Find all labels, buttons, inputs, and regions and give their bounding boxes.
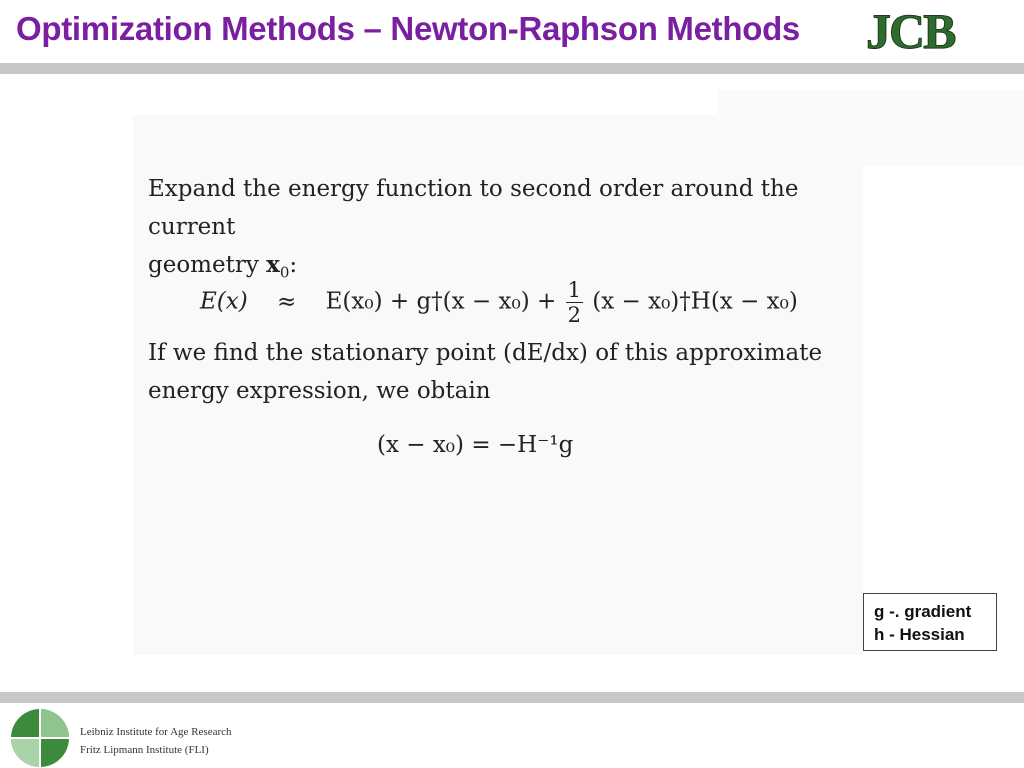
footer-line-1: Leibniz Institute for Age Research: [80, 726, 232, 738]
legend-gradient: g -. gradient: [874, 602, 972, 621]
paragraph-1: [148, 170, 868, 292]
one-half-fraction: [566, 278, 583, 327]
slide-title: Optimization Methods – Newton-Raphson Methods: [16, 10, 800, 47]
x0-subscript: 0: [279, 263, 290, 282]
eq1-lhs: E(x): [200, 288, 248, 315]
paragraph-1-line-2: geometry: [148, 252, 267, 278]
content-area: [148, 170, 868, 292]
paragraph-2-line-2: energy expression, we obtain: [148, 378, 491, 404]
paragraph-2-line-1: If we find the stationary point (dE/dx) of this approximate: [148, 340, 823, 366]
content-pane-top: [718, 90, 1024, 166]
taylor-expansion-equation: [200, 278, 798, 327]
jcb-logo: [866, 6, 1008, 56]
eq1-approx: ≈: [277, 288, 297, 315]
footer-line-2: Fritz Lipmann Institute (FLI): [80, 744, 209, 756]
eq1-rhs-b: (x − x₀)†H(x − x₀): [592, 288, 798, 315]
eq1-rhs-a: E(x₀) + g†(x − x₀) +: [325, 288, 557, 315]
legend-hessian: h - Hessian: [874, 625, 965, 644]
paragraph-1-line-1: Expand the energy function to second order around the current: [148, 176, 799, 240]
footer-institute-text: [80, 723, 232, 759]
x0-symbol: x: [266, 251, 280, 278]
newton-step-equation: (x − x₀) = −H⁻¹g: [377, 432, 574, 458]
paragraph-2: [148, 334, 868, 410]
logo-text: JCB: [866, 6, 955, 56]
bottom-divider: [0, 692, 1024, 703]
fraction-denominator: 2: [567, 303, 581, 327]
content-area-2: [148, 334, 868, 410]
legend-box: [863, 593, 997, 651]
paragraph-1-colon: :: [289, 252, 298, 278]
fraction-numerator: 1: [567, 278, 581, 302]
top-divider: [0, 63, 1024, 74]
